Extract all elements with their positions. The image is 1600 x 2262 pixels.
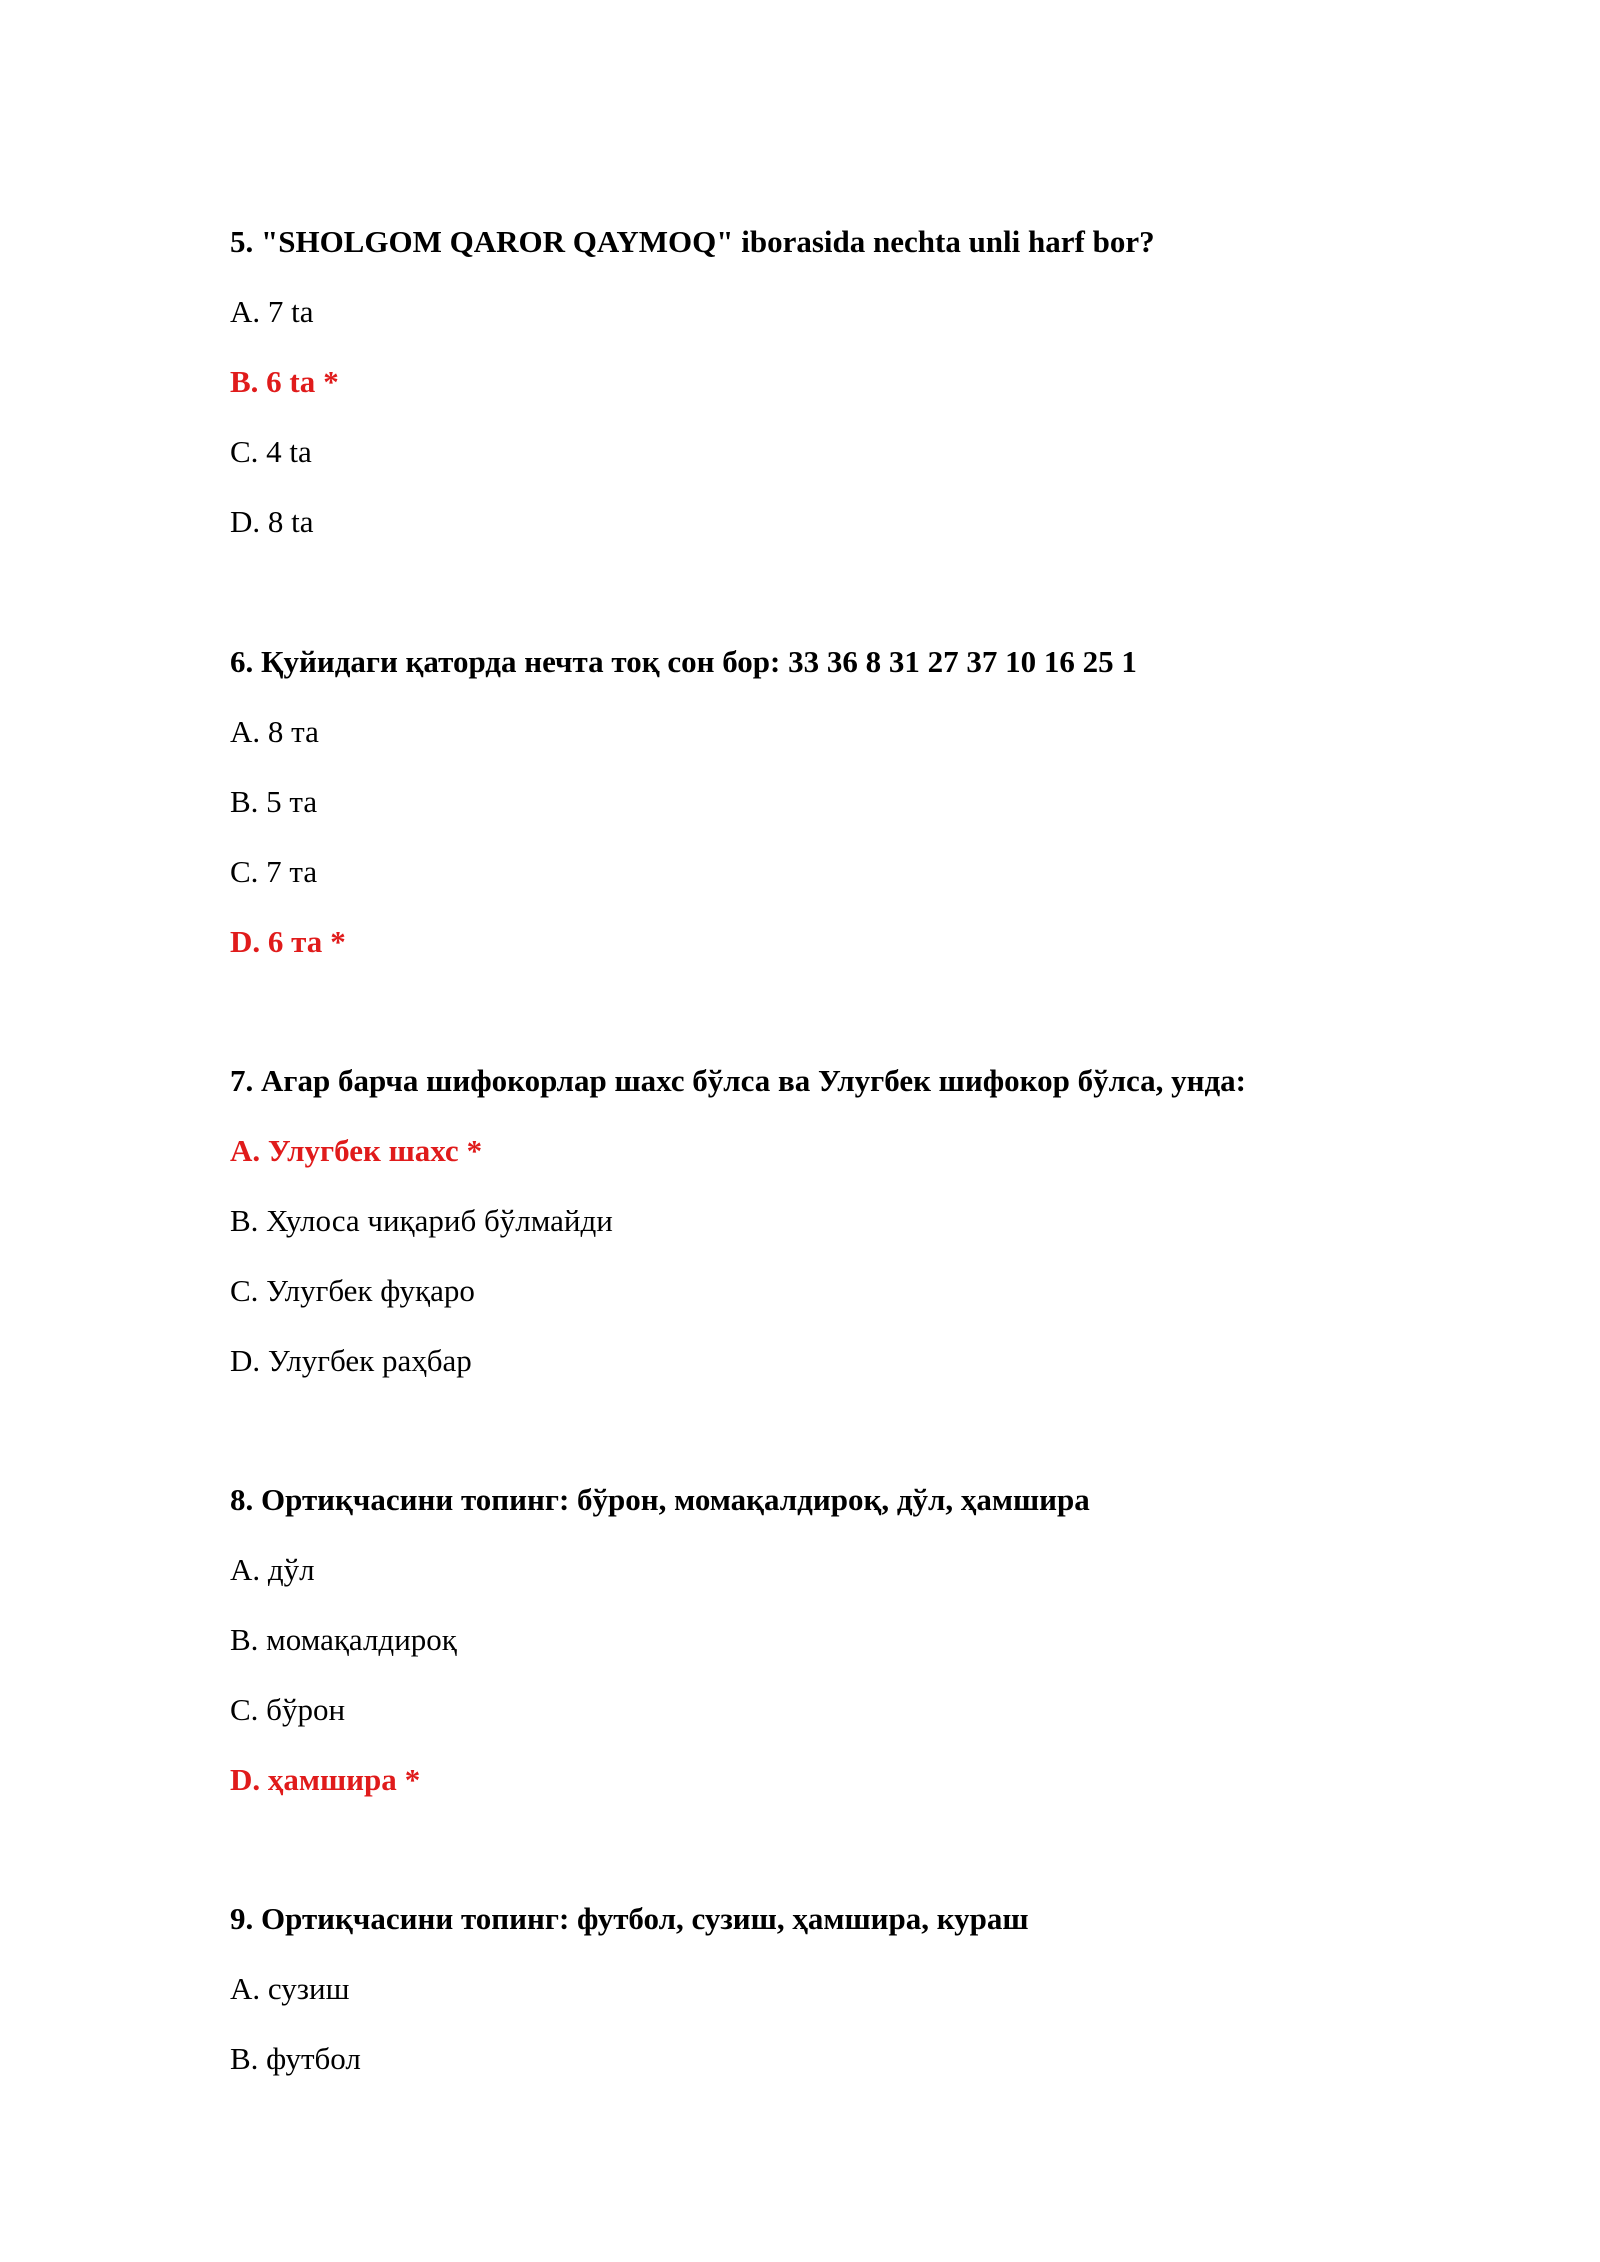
option-d xyxy=(230,1341,1480,1381)
document-page xyxy=(230,0,1480,2262)
option-b xyxy=(230,2039,1480,2079)
option-a xyxy=(230,1550,1480,1590)
option-label: B. Хулоса чиқариб бўлмайди xyxy=(230,1203,613,1238)
question-8 xyxy=(230,1480,1480,1800)
question-9 xyxy=(230,1899,1480,2079)
option-a xyxy=(230,292,1480,332)
question-title: 9. Ортиқчасини топинг: футбол, сузиш, ҳамшира, кураш xyxy=(230,1901,1029,1936)
correct-mark: * xyxy=(466,1133,483,1168)
option-b xyxy=(230,782,1480,822)
option-label: A. Улугбек шахс xyxy=(230,1133,459,1168)
option-c xyxy=(230,1690,1480,1730)
option-b xyxy=(230,1620,1480,1660)
option-a xyxy=(230,712,1480,752)
option-label: A. 7 ta xyxy=(230,294,314,329)
question-title: 7. Агар барча шифокорлар шахс бўлса ва Улугбек шифокор бўлса, унда: xyxy=(230,1063,1247,1098)
question-7 xyxy=(230,1061,1480,1381)
option-label: D. Улугбек раҳбар xyxy=(230,1343,472,1378)
option-label: C. 4 ta xyxy=(230,434,312,469)
option-label: B. футбол xyxy=(230,2041,361,2076)
option-a xyxy=(230,1969,1480,2009)
option-c xyxy=(230,432,1480,472)
question-title: 5. "SHOLGOM QAROR QAYMOQ" iborasida nechta unli harf bor? xyxy=(230,224,1155,259)
option-label: B. 6 ta xyxy=(230,364,316,399)
question-title: 6. Қуйидаги қаторда нечта тоқ сон бор: 33 36 8 31 27 37 10 16 25 1 xyxy=(230,644,1137,679)
option-label: A. 8 та xyxy=(230,714,319,749)
option-label: C. бўрон xyxy=(230,1692,346,1727)
option-d-correct xyxy=(230,1760,1480,1800)
question-5 xyxy=(230,222,1480,542)
correct-mark: * xyxy=(404,1762,421,1797)
option-b-correct xyxy=(230,362,1480,402)
option-label: C. Улугбек фуқаро xyxy=(230,1273,475,1308)
option-a-correct xyxy=(230,1131,1480,1171)
correct-mark: * xyxy=(323,364,339,399)
correct-mark: * xyxy=(330,924,346,959)
option-label: D. 8 ta xyxy=(230,504,314,539)
option-label: A. дўл xyxy=(230,1552,315,1587)
option-label: B. момақалдироқ xyxy=(230,1622,457,1657)
option-label: B. 5 та xyxy=(230,784,318,819)
option-label: A. сузиш xyxy=(230,1971,350,2006)
option-b xyxy=(230,1201,1480,1241)
option-d-correct xyxy=(230,922,1480,962)
option-c xyxy=(230,852,1480,892)
option-label: C. 7 та xyxy=(230,854,318,889)
option-c xyxy=(230,1271,1480,1311)
option-label: D. ҳамшира xyxy=(230,1762,397,1797)
option-d xyxy=(230,502,1480,542)
question-title: 8. Ортиқчасини топинг: бўрон, момақалдироқ, дўл, ҳамшира xyxy=(230,1482,1090,1517)
question-6 xyxy=(230,642,1480,962)
option-label: D. 6 та xyxy=(230,924,323,959)
